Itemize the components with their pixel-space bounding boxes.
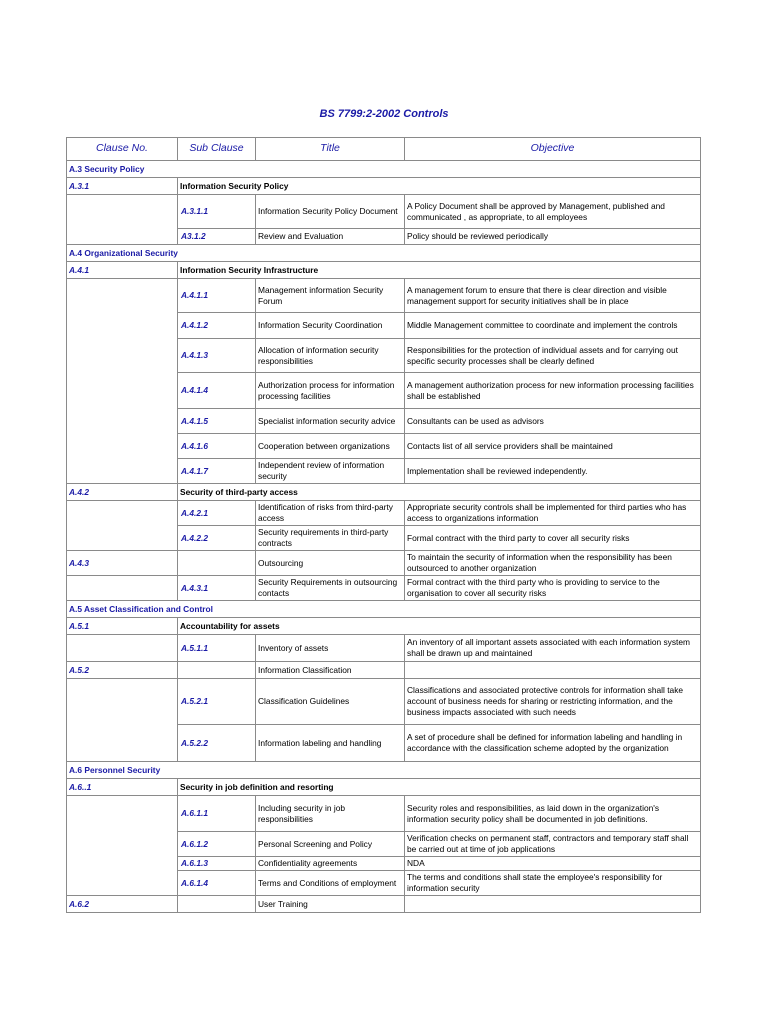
sub-clause-row: [67, 576, 701, 601]
clause-title: Information Classification: [256, 662, 405, 679]
table-header-row: [67, 138, 701, 161]
sub-clause-objective: A Policy Document shall be approved by Management, published and communicated , as appropriate, to all employees: [405, 195, 701, 229]
sub-clause-title: Cooperation between organizations: [256, 434, 405, 459]
sub-clause-objective: Implementation shall be reviewed independently.: [405, 459, 701, 484]
sub-clause-number: A.4.1.1: [178, 279, 256, 313]
clause-row: [67, 262, 701, 279]
sub-clause-row: [67, 679, 701, 725]
clause-row: [67, 618, 701, 635]
clause-title: User Training: [256, 896, 405, 913]
sub-clause-title: Authorization process for information processing facilities: [256, 373, 405, 409]
controls-table: [66, 137, 701, 913]
section-heading: A.5 Asset Classification and Control: [67, 601, 701, 618]
sub-clause-number: A.5.2.1: [178, 679, 256, 725]
sub-clause-objective: Classifications and associated protective controls for information shall take account of business needs for sharing or restricting information, and the business impacts associated with such needs: [405, 679, 701, 725]
sub-clause-objective: Security roles and responsibilities, as laid down in the organization's information security policy shall be documented in job definitions.: [405, 796, 701, 832]
sub-clause-objective: Formal contract with the third party to cover all security risks: [405, 526, 701, 551]
section-heading: A.6 Personnel Security: [67, 762, 701, 779]
sub-clause-number: A.4.1.6: [178, 434, 256, 459]
sub-clause-objective: Middle Management committee to coordinate and implement the controls: [405, 313, 701, 339]
sub-clause-number: A.4.2.2: [178, 526, 256, 551]
sub-clause-number: A.6.1.3: [178, 857, 256, 871]
clause-number-blank: [67, 501, 178, 551]
clause-title: Information Security Policy: [178, 178, 701, 195]
clause-title: Security in job definition and resorting: [178, 779, 701, 796]
sub-clause-number: A.6.1.1: [178, 796, 256, 832]
clause-number: A.5.1: [67, 618, 178, 635]
header-title: Title: [256, 138, 405, 161]
clause-number: A.3.1: [67, 178, 178, 195]
sub-clause-blank: [178, 551, 256, 576]
clause-number-blank: [67, 796, 178, 896]
sub-clause-title: Including security in job responsibilities: [256, 796, 405, 832]
sub-clause-title: Classification Guidelines: [256, 679, 405, 725]
clause-number: A.4.2: [67, 484, 178, 501]
sub-clause-number: A.4.1.3: [178, 339, 256, 373]
clause-title: Accountability for assets: [178, 618, 701, 635]
sub-clause-title: Confidentiality agreements: [256, 857, 405, 871]
sub-clause-title: Allocation of information security responsibilities: [256, 339, 405, 373]
clause-number: A.5.2: [67, 662, 178, 679]
sub-clause-number: A.4.1.2: [178, 313, 256, 339]
clause-number: A.4.1: [67, 262, 178, 279]
sub-clause-title: Information Security Policy Document: [256, 195, 405, 229]
sub-clause-number: A3.1.2: [178, 229, 256, 245]
sub-clause-objective: Appropriate security controls shall be implemented for third parties who has access to organizations information: [405, 501, 701, 526]
sub-clause-objective: A management forum to ensure that there is clear direction and visible management support for security initiatives shall be in place: [405, 279, 701, 313]
sub-clause-title: Review and Evaluation: [256, 229, 405, 245]
clause-row: [67, 779, 701, 796]
sub-clause-title: Independent review of information security: [256, 459, 405, 484]
clause-row: [67, 551, 701, 576]
section-heading: A.3 Security Policy: [67, 161, 701, 178]
sub-clause-title: Information labeling and handling: [256, 725, 405, 762]
sub-clause-title: Security requirements in third-party contracts: [256, 526, 405, 551]
clause-number-blank: [67, 279, 178, 484]
clause-title: Outsourcing: [256, 551, 405, 576]
clause-number-blank: [67, 195, 178, 245]
sub-clause-number: A.4.2.1: [178, 501, 256, 526]
clause-row: [67, 896, 701, 913]
section-heading: A.4 Organizational Security: [67, 245, 701, 262]
sub-clause-number: A.3.1.1: [178, 195, 256, 229]
sub-clause-objective: The terms and conditions shall state the employee's responsibility for information security: [405, 871, 701, 896]
clause-title: Security of third-party access: [178, 484, 701, 501]
sub-clause-title: Specialist information security advice: [256, 409, 405, 434]
sub-clause-number: A.4.1.5: [178, 409, 256, 434]
sub-clause-objective: Responsibilities for the protection of individual assets and for carrying out specific security processes shall be clearly defined: [405, 339, 701, 373]
sub-clause-row: [67, 195, 701, 229]
header-objective: Objective: [405, 138, 701, 161]
sub-clause-number: A.5.2.2: [178, 725, 256, 762]
clause-number: A.4.3: [67, 551, 178, 576]
section-row: [67, 245, 701, 262]
clause-number-blank: [67, 576, 178, 601]
sub-clause-number: A.6.1.2: [178, 832, 256, 857]
sub-clause-title: Terms and Conditions of employment: [256, 871, 405, 896]
sub-clause-blank: [178, 896, 256, 913]
sub-clause-number: A.4.1.4: [178, 373, 256, 409]
sub-clause-objective: Policy should be reviewed periodically: [405, 229, 701, 245]
sub-clause-row: [67, 796, 701, 832]
header-clause-no: Clause No.: [67, 138, 178, 161]
clause-row: [67, 178, 701, 195]
sub-clause-title: Personal Screening and Policy: [256, 832, 405, 857]
clause-number: A.6.2: [67, 896, 178, 913]
sub-clause-number: A.6.1.4: [178, 871, 256, 896]
sub-clause-row: [67, 635, 701, 662]
sub-clause-row: [67, 501, 701, 526]
sub-clause-objective: A management authorization process for new information processing facilities shall be established: [405, 373, 701, 409]
sub-clause-number: A.5.1.1: [178, 635, 256, 662]
clause-number-blank: [67, 635, 178, 662]
clause-objective: [405, 896, 701, 913]
sub-clause-title: Inventory of assets: [256, 635, 405, 662]
sub-clause-objective: Verification checks on permanent staff, contractors and temporary staff shall be carried out at time of job applications: [405, 832, 701, 857]
clause-number-blank: [67, 679, 178, 762]
sub-clause-objective: Formal contract with the third party who is providing to service to the organisation to cover all security risks: [405, 576, 701, 601]
sub-clause-blank: [178, 662, 256, 679]
clause-objective: [405, 662, 701, 679]
sub-clause-row: [67, 279, 701, 313]
sub-clause-title: Information Security Coordination: [256, 313, 405, 339]
clause-objective: To maintain the security of information when the responsibility has been outsourced to another organization: [405, 551, 701, 576]
sub-clause-number: A.4.1.7: [178, 459, 256, 484]
section-row: [67, 161, 701, 178]
sub-clause-title: Security Requirements in outsourcing contacts: [256, 576, 405, 601]
document-title: BS 7799:2-2002 Controls: [319, 108, 449, 120]
sub-clause-objective: An inventory of all important assets associated with each information system shall be drawn up and maintained: [405, 635, 701, 662]
sub-clause-objective: Contacts list of all service providers shall be maintained: [405, 434, 701, 459]
section-row: [67, 762, 701, 779]
sub-clause-objective: NDA: [405, 857, 701, 871]
sub-clause-objective: Consultants can be used as advisors: [405, 409, 701, 434]
controls-table-body: [67, 161, 701, 913]
sub-clause-title: Identification of risks from third-party access: [256, 501, 405, 526]
section-row: [67, 601, 701, 618]
sub-clause-number: A.4.3.1: [178, 576, 256, 601]
header-sub-clause: Sub Clause: [178, 138, 256, 161]
clause-title: Information Security Infrastructure: [178, 262, 701, 279]
sub-clause-objective: A set of procedure shall be defined for information labeling and handling in accordance with the classification scheme adopted by the organization: [405, 725, 701, 762]
clause-row: [67, 662, 701, 679]
sub-clause-title: Management information Security Forum: [256, 279, 405, 313]
clause-number: A.6..1: [67, 779, 178, 796]
clause-row: [67, 484, 701, 501]
